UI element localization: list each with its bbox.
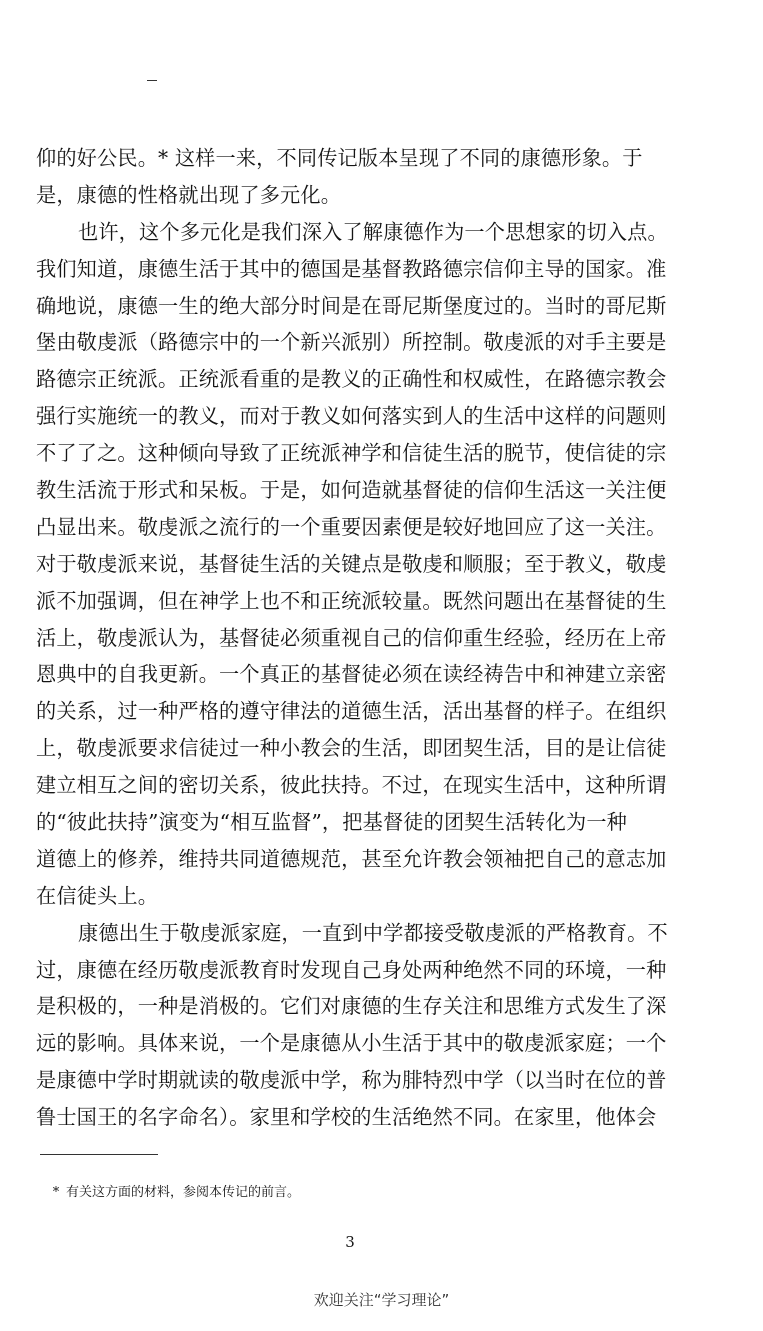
- text-line: 是积极的，一种是消极的。它们对康德的生存关注和思维方式发生了深: [36, 994, 667, 1019]
- text-line: 道德上的修养，维持共同道德规范，甚至允许教会领袖把自己的意志加: [36, 846, 667, 871]
- page-number: 3: [345, 1233, 355, 1251]
- footnote-text: 有关这方面的材料，参阅本传记的前言。: [66, 1185, 301, 1200]
- watermark-text: 欢迎关注“学习理论”: [313, 1291, 450, 1309]
- text-line: 建立相互之间的密切关系，彼此扶持。不过，在现实生活中，这种所谓: [36, 773, 667, 798]
- text-line: 鲁士国王的名字命名）。家里和学校的生活绝然不同。在家里，他体会: [36, 1105, 657, 1130]
- text-line: 的“彼此扶持”演变为“相互监督”，把基督徒的团契生活转化为一种: [36, 810, 627, 835]
- text-line: 的关系，过一种严格的遵守律法的道德生活，活出基督的样子。在组织: [36, 699, 667, 724]
- text-line: 教生活流于形式和呆板。于是，如何造就基督徒的信仰生活这一关注便: [36, 478, 667, 503]
- text-line: 康德出生于敬虔派家庭，一直到中学都接受敬虔派的严格教育。不: [78, 920, 668, 945]
- text-line: 过，康德在经历敬虔派教育时发现自己身处两种绝然不同的环境，一种: [36, 957, 667, 982]
- text-line: 活上，敬虔派认为，基督徒必须重视自己的信仰重生经验，经历在上帝: [36, 625, 667, 650]
- top-mark: [147, 80, 157, 81]
- footnote-rule: [40, 1154, 158, 1155]
- text-line: 派不加强调，但在神学上也不和正统派较量。既然问题出在基督徒的生: [36, 588, 667, 613]
- footnote: [52, 1184, 301, 1202]
- text-line: 我们知道，康德生活于其中的德国是基督教路德宗信仰主导的国家。准: [36, 256, 667, 281]
- text-line: 在信徒头上。: [36, 883, 159, 908]
- text-line: 是，康德的性格就出现了多元化。: [36, 182, 342, 207]
- text-line: 不了了之。这种倾向导致了正统派神学和信徒生活的脱节，使信徒的宗: [36, 441, 667, 466]
- text-line: 强行实施统一的教义，而对于教义如何落实到人的生活中这样的问题则: [36, 404, 667, 429]
- text-line: 是康德中学时期就读的敬虔派中学，称为腓特烈中学（以当时在位的普: [36, 1068, 667, 1093]
- text-line: 对于敬虔派来说，基督徒生活的关键点是敬虔和顺服；至于教义，敬虔: [36, 551, 667, 576]
- text-line: 远的影响。具体来说，一个是康德从小生活于其中的敬虔派家庭；一个: [36, 1031, 667, 1056]
- text-line: 堡由敬虔派（路德宗中的一个新兴派别）所控制。敬虔派的对手主要是: [36, 330, 667, 355]
- text-line: 路德宗正统派。正统派看重的是教义的正确性和权威性，在路德宗教会: [36, 367, 667, 392]
- text-line: 上，敬虔派要求信徒过一种小教会的生活，即团契生活，目的是让信徒: [36, 736, 667, 761]
- text-line: 恩典中的自我更新。一个真正的基督徒必须在读经祷告中和神建立亲密: [36, 662, 667, 687]
- text-line: 确地说，康德一生的绝大部分时间是在哥尼斯堡度过的。当时的哥尼斯: [36, 293, 667, 318]
- text-line: 仰的好公民。* 这样一来，不同传记版本呈现了不同的康德形象。于: [36, 146, 643, 170]
- body-text: [36, 140, 666, 1136]
- text-line: 也许，这个多元化是我们深入了解康德作为一个思想家的切入点。: [78, 219, 668, 244]
- footnote-mark: *: [52, 1185, 60, 1200]
- text-line: 凸显出来。敬虔派之流行的一个重要因素便是较好地回应了这一关注。: [36, 514, 667, 539]
